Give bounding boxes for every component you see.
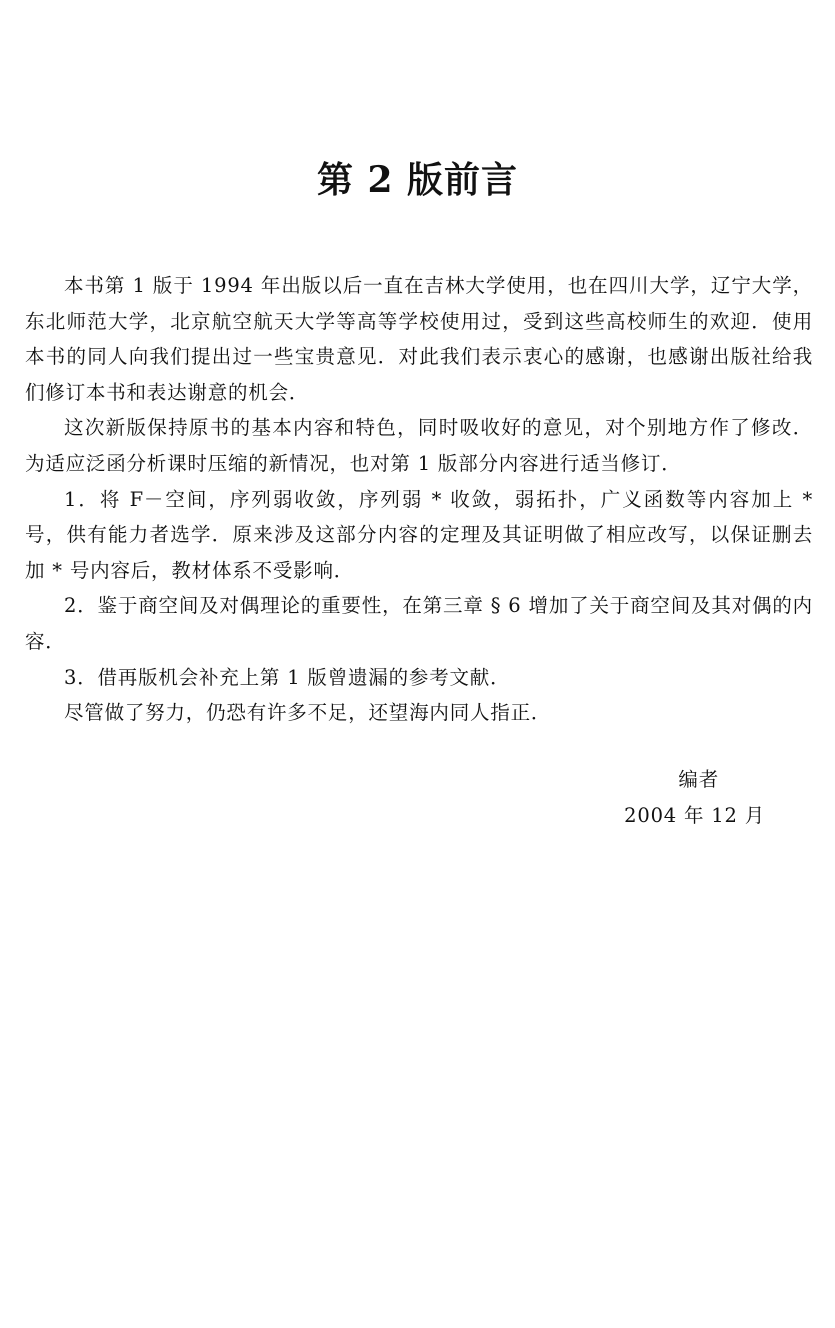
paragraph-5: 3．借再版机会补充上第 1 版曾遗漏的参考文献．	[64, 665, 511, 689]
paragraph-3: 1．将 F－空间，序列弱收敛，序列弱 * 收敛，弱拓扑，广义函数等内容加上 * 号，供有能力者选学．原来涉及这部分内容的定理及其证明做了相应改写，以保证删去加 * 号内容后，教材体系不受影响．	[25, 487, 813, 582]
preface-body	[25, 268, 813, 731]
paragraph-1: 本书第 1 版于 1994 年出版以后一直在吉林大学使用，也在四川大学，辽宁大学，东北师范大学，北京航空航天大学等高等学校使用过，受到这些高校师生的欢迎．使用本书的同人向我们提出过一些宝贵意见．对此我们表示衷心的感谢，也感谢出版社给我们修订本书和表达谢意的机会．	[25, 274, 813, 404]
signature-author: 编者	[678, 768, 719, 791]
signature-date: 2004 年 12 月	[624, 804, 765, 827]
paragraph-6: 尽管做了努力，仍恐有许多不足，还望海内同人指正．	[64, 701, 552, 725]
page-title: 第 2 版前言	[316, 159, 519, 201]
paragraph-4: 2．鉴于商空间及对偶理论的重要性，在第三章 § 6 增加了关于商空间及其对偶的内容．	[25, 594, 813, 653]
paragraph-2: 这次新版保持原书的基本内容和特色，同时吸收好的意见，对个别地方作了修改．为适应泛函分析课时压缩的新情况，也对第 1 版部分内容进行适当修订．	[25, 416, 813, 475]
